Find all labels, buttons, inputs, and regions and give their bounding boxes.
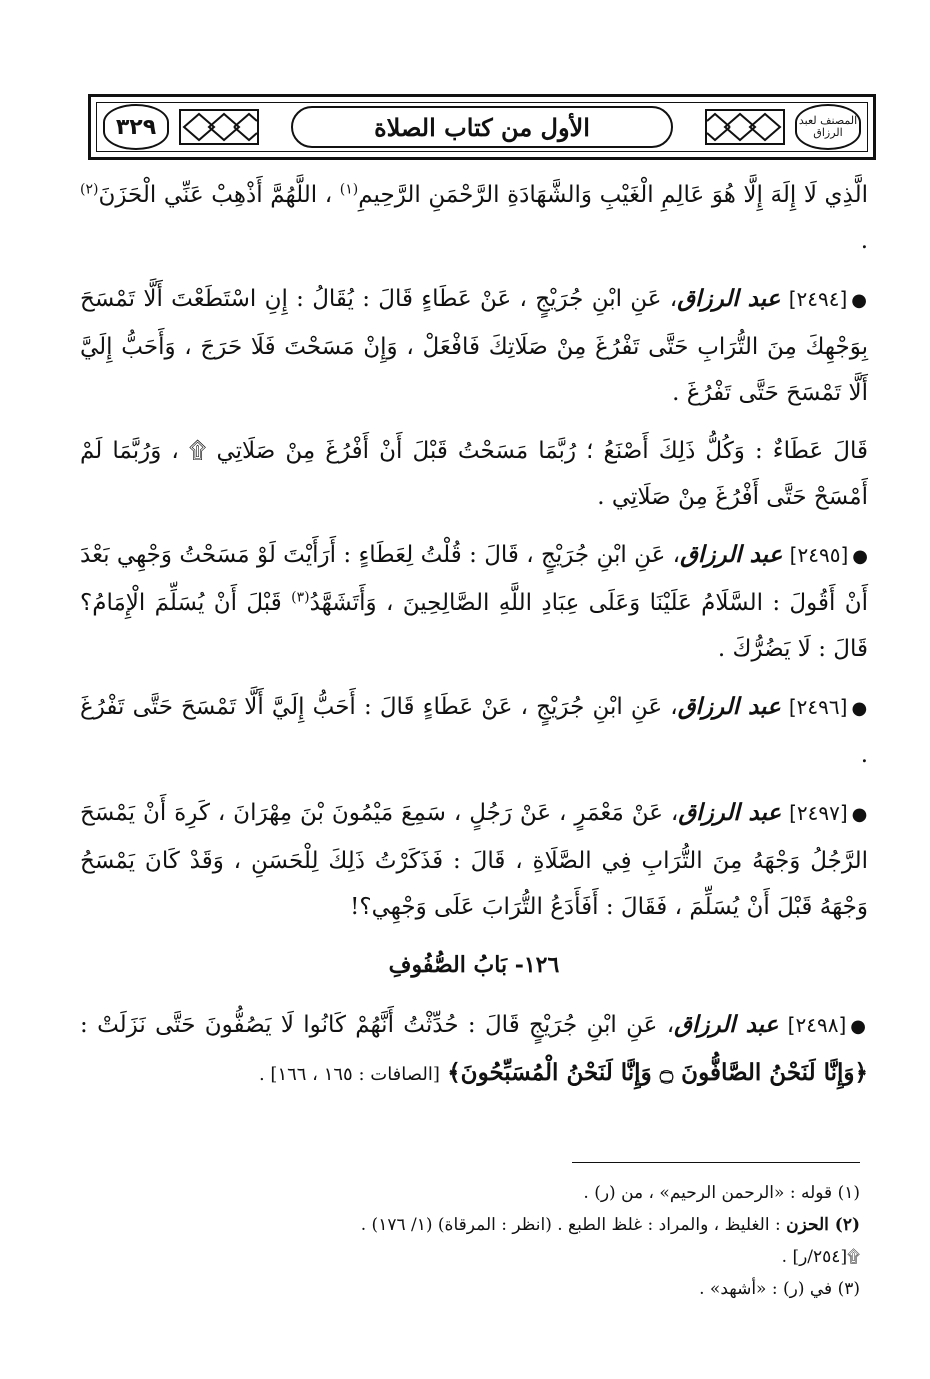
- bullet-icon: ●: [851, 698, 868, 719]
- chapter-heading: ١٢٦- بَابُ الصُّفُوفِ: [388, 952, 560, 978]
- header-ornament-right: [705, 109, 785, 145]
- hadith-text: ، عَنِ ابْنِ جُرَيْجٍ ، عَنْ عَطَاءٍ قَالَ : أَحَبُّ إِلَيَّ أَلَّا تَمْسَحَ حَتَّى تَفْرُغَ .: [80, 694, 868, 768]
- hadith-number: [٢٤٩٨]: [787, 1013, 847, 1037]
- header-title-frame: [291, 106, 673, 148]
- hadith-text: ، عَنِ ابْنِ جُرَيْجٍ ، عَنْ عَطَاءٍ قَالَ : يُقَالُ : إِنِ اسْتَطَعْتَ أَلَّا تَمْسَحَ بِوَجْهِكَ مِنَ التُّرَابِ حَتَّى تَفْرُغَ مِنْ صَلَاتِكَ فَافْعَلْ ، وَإِنْ مَسَحْتَ فَلَا حَرَجَ ، وَأَحَبُّ إِلَيَّ أَلَّا تَمْسَحَ حَتَّى تَفْرُغَ .: [80, 286, 868, 406]
- footnote-text: : الغليظ ، والمراد : غلظ الطبع . (انظر : المرقاة) (١/ ١٧٦) .: [360, 1215, 781, 1235]
- verse-reference: [الصافات : ١٦٥ ، ١٦٦] .: [258, 1064, 440, 1085]
- footnote-3: (٣) في (ر) : «أشهد» .: [699, 1279, 860, 1299]
- page-header: [88, 94, 876, 160]
- text-segment: .: [860, 228, 868, 254]
- manuscript-folio-note: ۩[٢٥٤/ر] .: [781, 1247, 860, 1267]
- running-title: الأول من كتاب الصلاة: [374, 112, 590, 142]
- header-ornament-left: [179, 109, 259, 145]
- hadith-text: قَبْلَ أَنْ يُسَلِّمَ الْإِمَامُ؟ قَالَ : لَا يَضُرُّكَ .: [80, 590, 868, 662]
- footnote-divider: [572, 1162, 860, 1163]
- hadith-text: قَالَ عَطَاءٌ : وَكُلُّ ذَلِكَ أَصْنَعُ ؛ رُبَّمَا مَسَحْتُ قَبْلَ أَنْ أَفْرُغَ مِنْ صَلَاتِي ۩ ، وَرُبَّمَا لَمْ أَمْسَحْ حَتَّى أَفْرُغَ مِنْ صَلَاتِي .: [80, 438, 868, 510]
- bullet-icon: ●: [852, 546, 868, 567]
- narrator-source: عبد الرزاق: [677, 285, 781, 312]
- hadith-number: [٢٤٩٤]: [788, 287, 848, 311]
- footnote-term: (٢) الحزن: [786, 1215, 860, 1235]
- footnote-1: (١) قوله : «الرحمن الرحيم» ، من (ر) .: [583, 1183, 860, 1203]
- footnote-ref: (٣): [291, 589, 310, 606]
- hadith-number: [٢٤٩٦]: [788, 695, 848, 719]
- hadith-2497: [80, 790, 868, 930]
- page-number: ٣٢٩: [115, 114, 157, 140]
- bullet-icon: ●: [851, 804, 868, 825]
- hadith-2498: [80, 1002, 868, 1098]
- footnote-2: [80, 1210, 860, 1240]
- bullet-icon: ●: [851, 290, 868, 311]
- narrator-source: عبد الرزاق: [677, 693, 781, 720]
- page-number-box: [103, 104, 169, 150]
- hadith-text: ، عَنِ ابْنِ جُرَيْجٍ ، قَالَ : قُلْتُ لِعَطَاءٍ : أَرَأَيْتَ لَوْ مَسَحْتُ وَجْهِي بَعْدَ أَنْ أَقُولَ : السَّلَامُ عَلَيْنَا وَعَلَى عِبَادِ اللَّهِ الصَّالِحِينَ ، وَأَتَشَهَّدُ: [80, 542, 869, 616]
- hadith-2494: [80, 276, 868, 416]
- narrator-source: عبد الرزاق: [680, 541, 783, 568]
- main-text: [80, 172, 868, 1110]
- text-segment: ، اللَّهُمَّ أَذْهِبْ عَنِّي الْحَزَنَ: [98, 182, 333, 208]
- hadith-text: ، عَنْ مَعْمَرٍ ، عَنْ رَجُلٍ ، سَمِعَ مَيْمُونَ بْنَ مِهْرَانَ ، كَرِهَ أَنْ يَمْسَحَ الرَّجُلُ وَجْهَهُ مِنَ التُّرَابِ فِي الصَّلَاةِ ، قَالَ : فَذَكَرْتُ ذَلِكَ لِلْحَسَنِ ، وَقَدْ كَانَ يَمْسَحُ وَجْهَهُ قَبْلَ أَنْ يُسَلِّمَ ، فَقَالَ : أَفَأَدَعُ التُّرَابَ عَلَى وَجْهِي؟!: [80, 800, 868, 920]
- footnote-ref: (٢): [80, 181, 99, 198]
- hadith-2494-continued: [80, 428, 868, 520]
- narrator-source: عبد الرزاق: [678, 799, 782, 826]
- narrator-source: عبد الرزاق: [674, 1011, 779, 1038]
- footnote-ref: (١): [339, 181, 359, 198]
- continuation-paragraph: [80, 172, 868, 264]
- hadith-text: ، عَنِ ابْنِ جُرَيْجٍ قَالَ : حُدِّثْتُ أَنَّهُمْ كَانُوا لَا يَصُفُّونَ حَتَّى نَزَلَتْ :: [80, 1012, 675, 1038]
- logo-text: المصنف لعبد الرزاق: [798, 114, 858, 139]
- publisher-logo: [795, 104, 861, 150]
- footnotes: [80, 1178, 860, 1306]
- text-segment: الَّذِي لَا إِلَهَ إِلَّا هُوَ عَالِمِ الْغَيْبِ وَالشَّهَادَةِ الرَّحْمَنِ الرَّحِيمِ: [358, 182, 868, 208]
- hadith-number: [٢٤٩٥]: [789, 543, 849, 567]
- hadith-2495: [80, 532, 868, 672]
- quran-verse: ﴿وَإِنَّا لَنَحْنُ الصَّافُّونَ ۝ وَإِنَّا لَنَحْنُ الْمُسَبِّحُونَ﴾: [447, 1059, 868, 1086]
- hadith-number: [٢٤٩٧]: [789, 801, 848, 825]
- bullet-icon: ●: [850, 1016, 868, 1037]
- hadith-2496: [80, 684, 868, 778]
